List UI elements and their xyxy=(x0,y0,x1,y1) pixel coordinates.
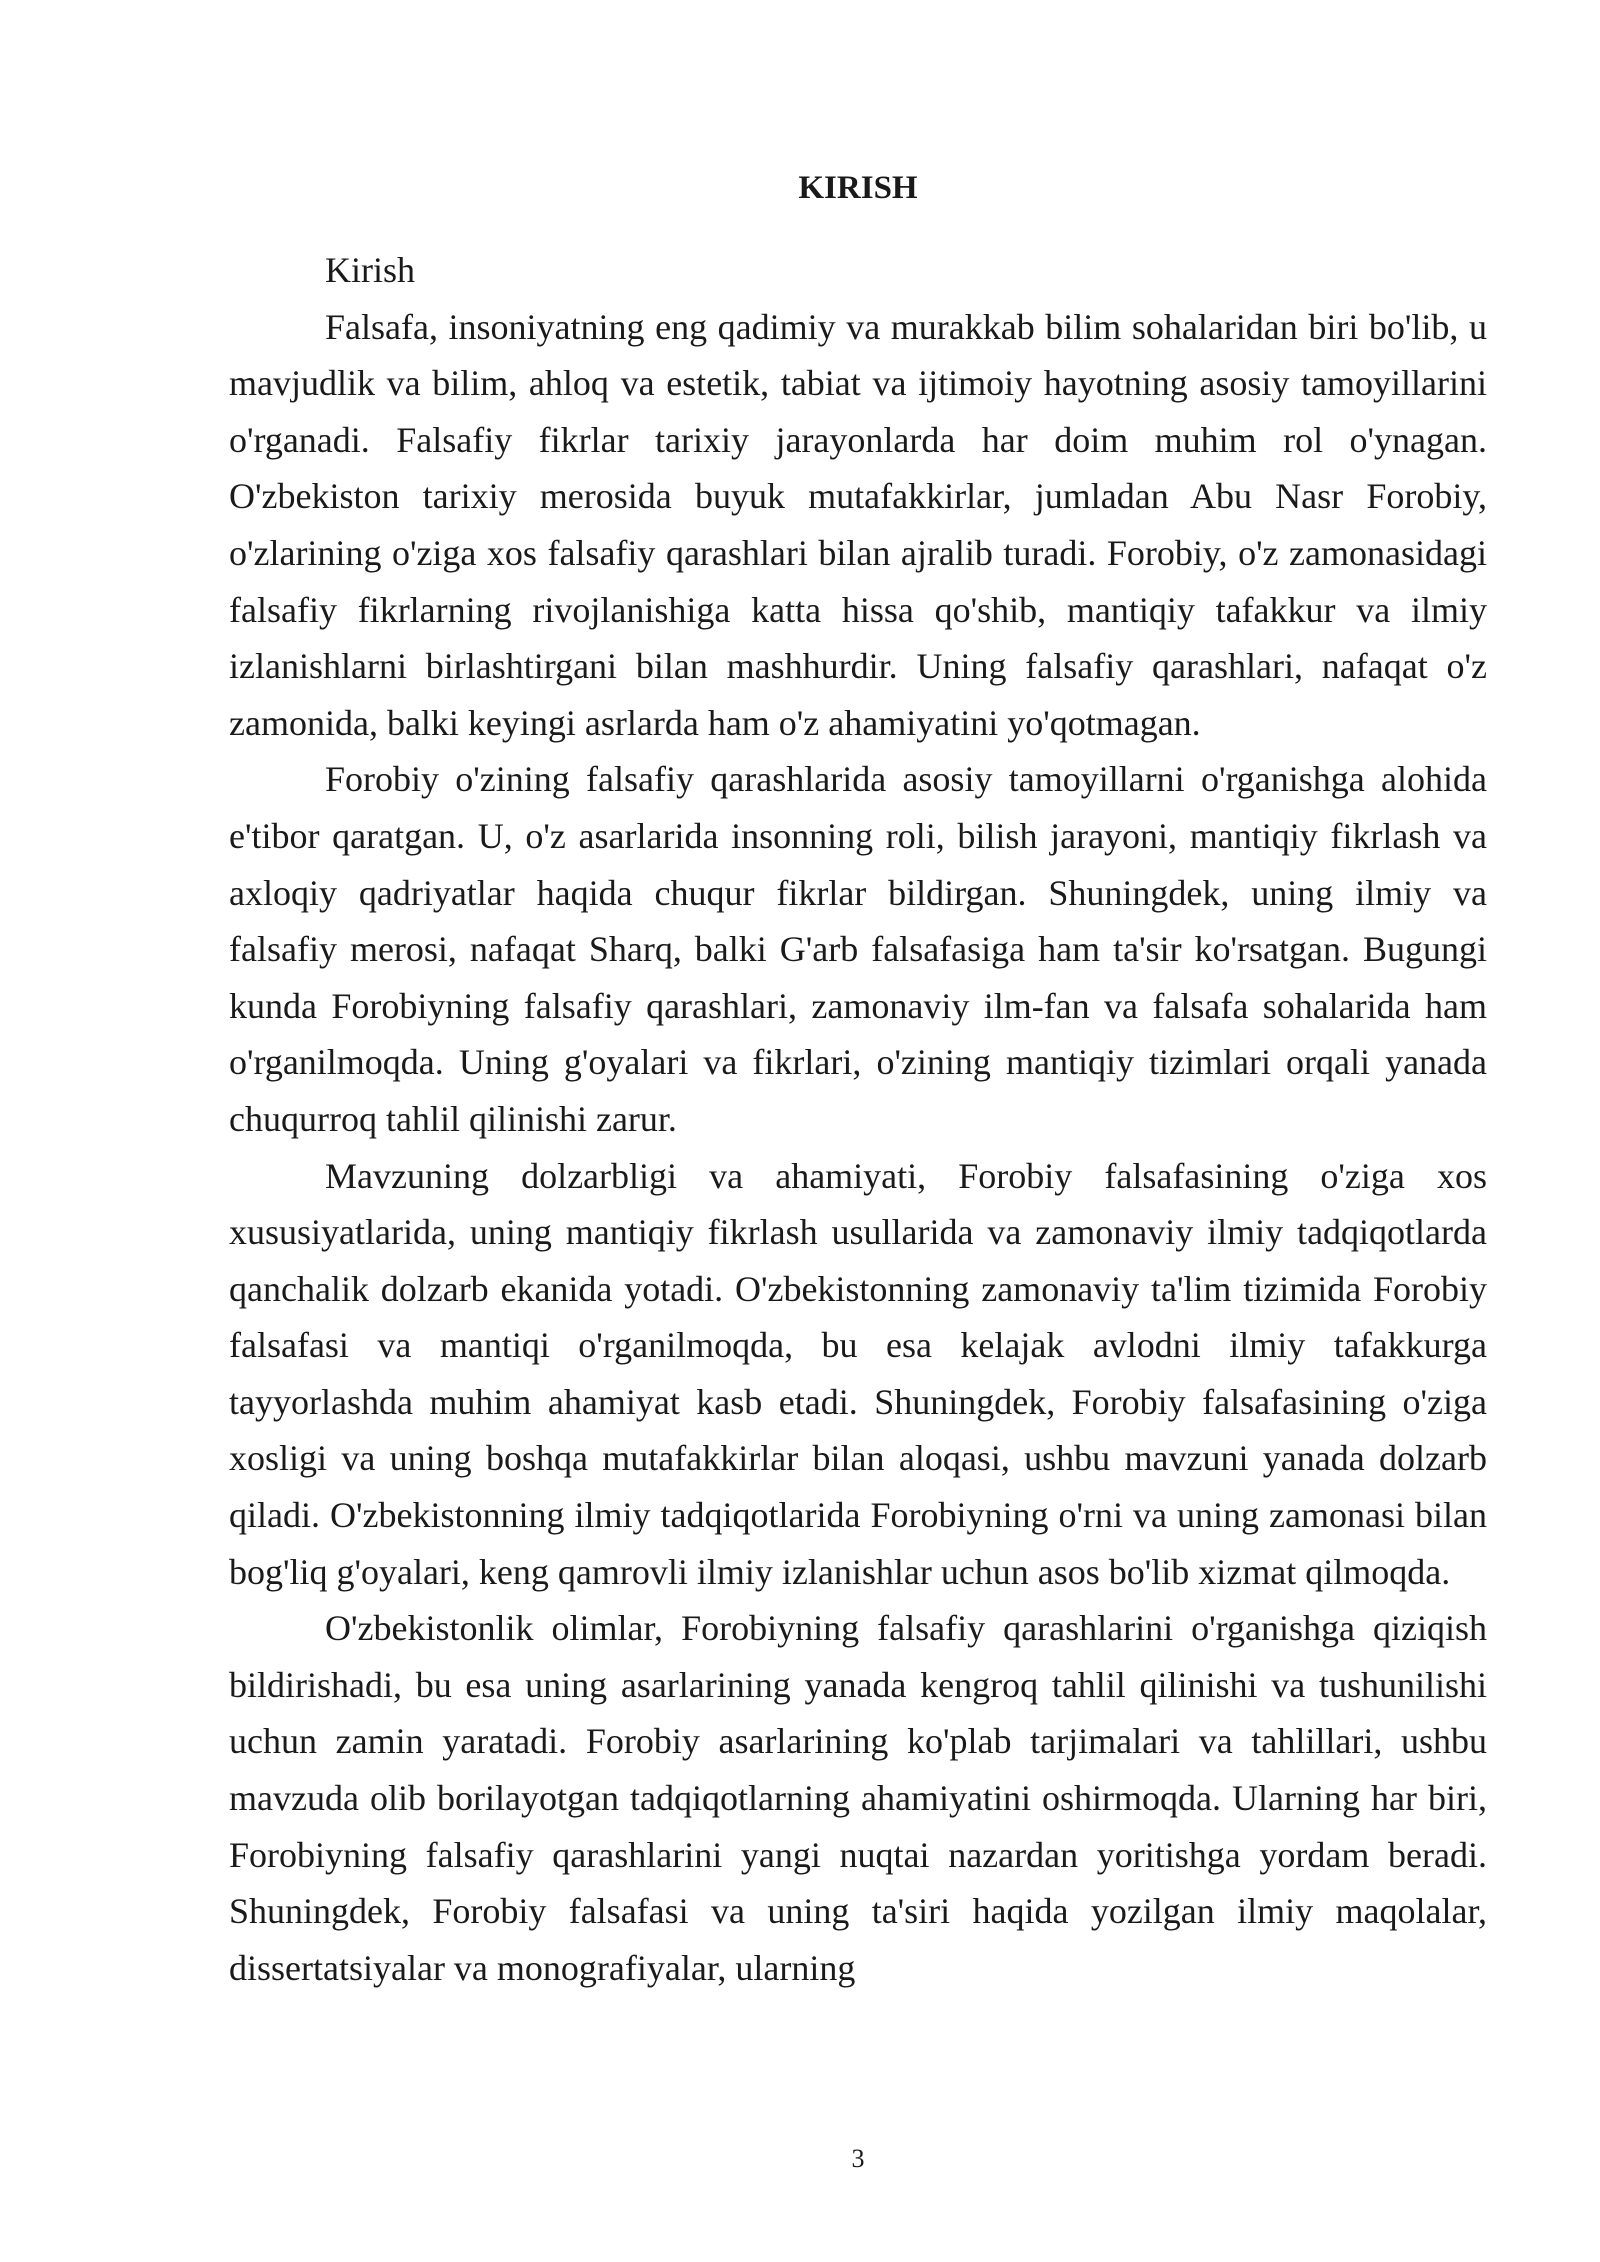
section-heading: KIRISH xyxy=(798,170,918,206)
paragraph-2: Forobiy o'zining falsafiy qarashlarida asosiy tamoyillarni o'rganishga alohida e'tibor qaratgan. U, o'z asarlarida insonning roli, bilish jarayoni, mantiqiy fikrlash va axloqiy qadriyatlar haqida chuqur fikrlar bildirgan. Shuningdek, uning ilmiy va falsafiy merosi, nafaqat Sharq, balki G'arb falsafasiga ham ta'sir ko'rsatgan. Bugungi kunda Forobiyning falsafiy qarashlari, zamonaviy ilm-fan va falsafa sohalarida ham o'rganilmoqda. Uning g'oyalari va fikrlari, o'zining mantiqiy tizimlari orqali yanada chuqurroq tahlil qilinishi zarur. xyxy=(229,759,1487,1139)
page-body xyxy=(229,160,1487,1996)
page-number: 3 xyxy=(851,2144,865,2173)
paragraph-1: Falsafa, insoniyatning eng qadimiy va murakkab bilim sohalaridan biri bo'lib, u mavjudlik va bilim, ahloq va estetik, tabiat va ijtimoiy hayotning asosiy tamoyillarini o'rganadi. Falsafiy fikrlar tarixiy jarayonlarda har doim muhim rol o'ynagan. O'zbekiston tarixiy merosida buyuk mutafakkirlar, jumladan Abu Nasr Forobiy, o'zlarining o'ziga xos falsafiy qarashlari bilan ajralib turadi. Forobiy, o'z zamonasidagi falsafiy fikrlarning rivojlanishiga katta hissa qo'shib, mantiqiy tafakkur va ilmiy izlanishlarni birlashtirgani bilan mashhurdir. Uning falsafiy qarashlari, nafaqat o'z zamonida, balki keyingi asrlarda ham o'z ahamiyatini yo'qotmagan. xyxy=(229,306,1487,743)
paragraph-3: Mavzuning dolzarbligi va ahamiyati, Forobiy falsafasining o'ziga xos xususiyatlarida, uning mantiqiy fikrlash usullarida va zamonaviy ilmiy tadqiqotlarda qanchalik dolzarb ekanida yotadi. O'zbekistonning zamonaviy ta'lim tizimida Forobiy falsafasi va mantiqi o'rganilmoqda, bu esa kelajak avlodni ilmiy tafakkurga tayyorlashda muhim ahamiyat kasb etadi. Shuningdek, Forobiy falsafasining o'ziga xosligi va uning boshqa mutafakkirlar bilan aloqasi, ushbu mavzuni yanada dolzarb qiladi. O'zbekistonning ilmiy tadqiqotlarida Forobiyning o'rni va uning zamonasi bilan bog'liq g'oyalari, keng qamrovli ilmiy izlanishlar uchun asos bo'lib xizmat qilmoqda. xyxy=(229,1155,1487,1592)
paragraph-4: O'zbekistonlik olimlar, Forobiyning falsafiy qarashlarini o'rganishga qiziqish bildirishadi, bu esa uning asarlarining yanada kengroq tahlil qilinishi va tushunilishi uchun zamin yaratadi. Forobiy asarlarining ko'plab tarjimalari va tahlillari, ushbu mavzuda olib borilayotgan tadqiqotlarning ahamiyatini oshirmoqda. Ularning har biri, Forobiyning falsafiy qarashlarini yangi nuqtai nazardan yoritishga yordam beradi. Shuningdek, Forobiy falsafasi va uning ta'siri haqida yozilgan ilmiy maqolalar, dissertatsiyalar va monografiyalar, ularning xyxy=(229,1608,1487,1988)
section-subheading: Kirish xyxy=(325,250,415,290)
